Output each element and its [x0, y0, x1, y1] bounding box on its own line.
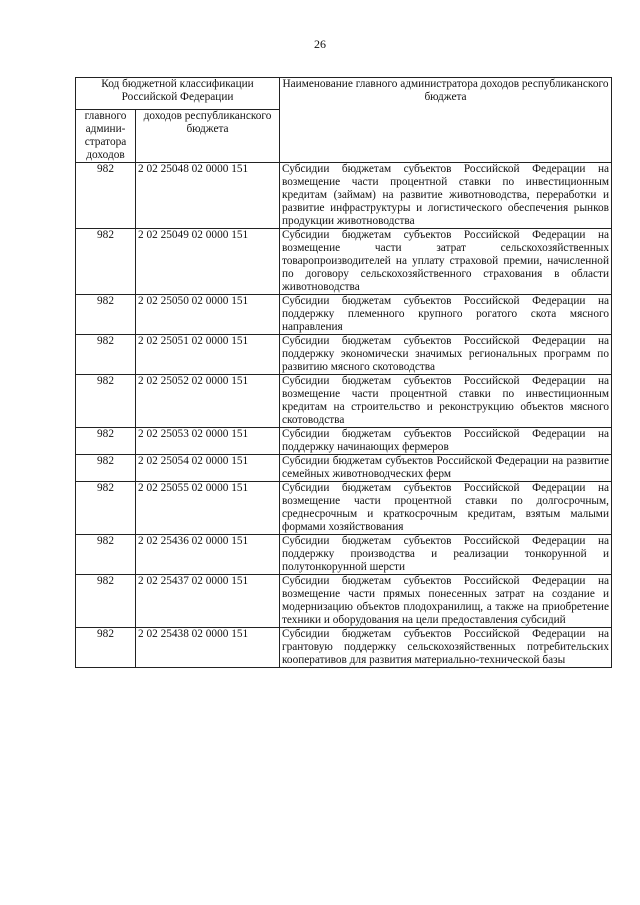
revenue-code-cell: 2 02 25054 02 0000 151: [136, 455, 280, 482]
revenue-code-cell: 2 02 25050 02 0000 151: [136, 295, 280, 335]
table-row: [76, 229, 612, 295]
admin-code-cell: 982: [76, 535, 136, 575]
header-administrator-name: Наименование главного администратора доходов республиканского бюджета: [280, 78, 612, 163]
revenue-code-cell: 2 02 25055 02 0000 151: [136, 482, 280, 535]
table-row: [76, 428, 612, 455]
revenue-name-cell: Субсидии бюджетам субъектов Российской Федерации на возмещение части процентной ставки по инвестиционным кредитам на строительство и реконструкцию объектов мясного скотоводства: [280, 375, 612, 428]
admin-code-cell: 982: [76, 295, 136, 335]
admin-code-cell: 982: [76, 335, 136, 375]
admin-code-cell: 982: [76, 455, 136, 482]
table-row: [76, 335, 612, 375]
revenue-code-cell: 2 02 25437 02 0000 151: [136, 575, 280, 628]
admin-code-cell: 982: [76, 575, 136, 628]
revenue-code-cell: 2 02 25048 02 0000 151: [136, 163, 280, 229]
revenue-code-cell: 2 02 25053 02 0000 151: [136, 428, 280, 455]
admin-code-cell: 982: [76, 628, 136, 668]
revenue-code-cell: 2 02 25436 02 0000 151: [136, 535, 280, 575]
table-row: [76, 163, 612, 229]
page-number: 26: [314, 37, 326, 51]
revenue-code-cell: 2 02 25051 02 0000 151: [136, 335, 280, 375]
revenue-code-cell: 2 02 25052 02 0000 151: [136, 375, 280, 428]
revenue-name-cell: Субсидии бюджетам субъектов Российской Федерации на возмещение части затрат сельскохозяйственных товаропроизводителей на уплату страховой премии, начисленной по договору сельскохозяйственного страхования в области животноводства: [280, 229, 612, 295]
table-row: [76, 455, 612, 482]
table-row: [76, 628, 612, 668]
table-row: [76, 535, 612, 575]
header-main-administrator: главного админи-стратора доходов: [76, 110, 136, 163]
header-revenue-code: доходов республиканского бюджета: [136, 110, 280, 163]
table-row: [76, 375, 612, 428]
revenue-name-cell: Субсидии бюджетам субъектов Российской Федерации на развитие семейных животноводческих ферм: [280, 455, 612, 482]
revenue-name-cell: Субсидии бюджетам субъектов Российской Федерации на грантовую поддержку сельскохозяйственных потребительских кооперативов для развития материально-технической базы: [280, 628, 612, 668]
budget-classification-table: [75, 77, 612, 668]
revenue-code-cell: 2 02 25049 02 0000 151: [136, 229, 280, 295]
admin-code-cell: 982: [76, 428, 136, 455]
header-classification-code: Код бюджетной классификации Российской Федерации: [76, 78, 280, 110]
table-row: [76, 575, 612, 628]
revenue-name-cell: Субсидии бюджетам субъектов Российской Федерации на поддержку начинающих фермеров: [280, 428, 612, 455]
revenue-name-cell: Субсидии бюджетам субъектов Российской Федерации на поддержку племенного крупного рогатого скота мясного направления: [280, 295, 612, 335]
admin-code-cell: 982: [76, 163, 136, 229]
revenue-name-cell: Субсидии бюджетам субъектов Российской Федерации на возмещение части процентной ставки по долгосрочным, среднесрочным и краткосрочным кредитам, взятым малыми формами хозяйствования: [280, 482, 612, 535]
revenue-name-cell: Субсидии бюджетам субъектов Российской Федерации на поддержку производства и реализации тонкорунной и полутонкорунной шерсти: [280, 535, 612, 575]
table-row: [76, 295, 612, 335]
revenue-name-cell: Субсидии бюджетам субъектов Российской Федерации на возмещение части процентной ставки по инвестиционным кредитам (займам) на развитие животноводства, переработки и развитие инфраструктуры и логистического обеспечения рынков продукции животноводства: [280, 163, 612, 229]
table-row: [76, 482, 612, 535]
admin-code-cell: 982: [76, 482, 136, 535]
revenue-name-cell: Субсидии бюджетам субъектов Российской Федерации на возмещение части прямых понесенных затрат на создание и модернизацию объектов плодохранилищ, а также на приобретение техники и оборудования на цели предоставления субсидий: [280, 575, 612, 628]
revenue-code-cell: 2 02 25438 02 0000 151: [136, 628, 280, 668]
admin-code-cell: 982: [76, 229, 136, 295]
admin-code-cell: 982: [76, 375, 136, 428]
revenue-name-cell: Субсидии бюджетам субъектов Российской Федерации на поддержку экономически значимых региональных программ по развитию мясного скотоводства: [280, 335, 612, 375]
